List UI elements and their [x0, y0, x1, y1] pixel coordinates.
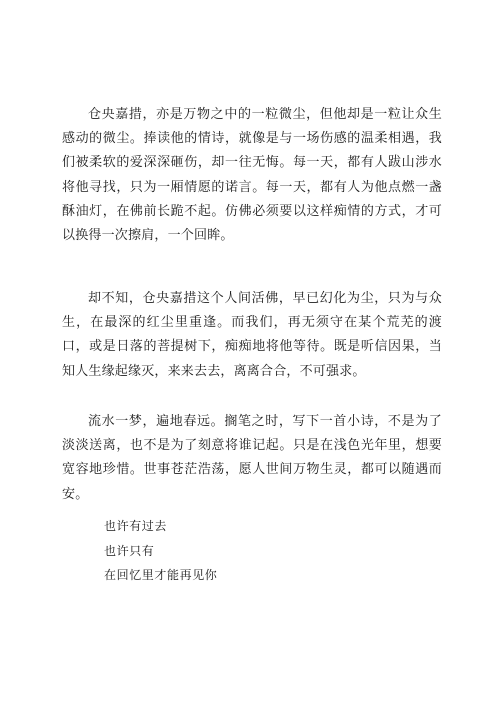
paragraph-3: 流水一梦，遍地春远。搁笔之时，写下一首小诗，不是为了淡淡送离，也不是为了刻意将谁记起。只是在浅色光年里，想要宽容地珍惜。世事苍茫浩荡，愿人世间万物生灵，都可以随遇而安。: [62, 414, 442, 502]
poem-line-2: 也许只有: [104, 543, 155, 558]
paragraph-2: 却不知，仓央嘉措这个人间活佛，早已幻化为尘，只为与众生，在最深的红尘里重逢。而我们，再无须守在某个荒芜的渡口，或是日落的菩提树下，痴痴地将他等待。既是听信因果，当知人生缘起缘灭，来来去去，离离合合，不可强求。: [62, 291, 442, 379]
paragraph-1: 仓央嘉措，亦是万物之中的一粒微尘，但他却是一粒让众生感动的微尘。捧读他的情诗，就像是与一场伤感的温柔相遇，我们被柔软的爱深深砸伤，却一往无悔。每一天，都有人跋山涉水将他寻找，只为一厢情愿的诺言。每一天，都有人为他点燃一盏酥油灯，在佛前长跪不起。仿佛必须要以这样痴情的方式，才可以换得一次擦肩，一个回眸。: [62, 107, 442, 244]
poem: [104, 514, 217, 588]
poem-line-3: 在回忆里才能再见你: [104, 568, 218, 582]
poem-line-1: 也许有过去: [104, 519, 168, 533]
